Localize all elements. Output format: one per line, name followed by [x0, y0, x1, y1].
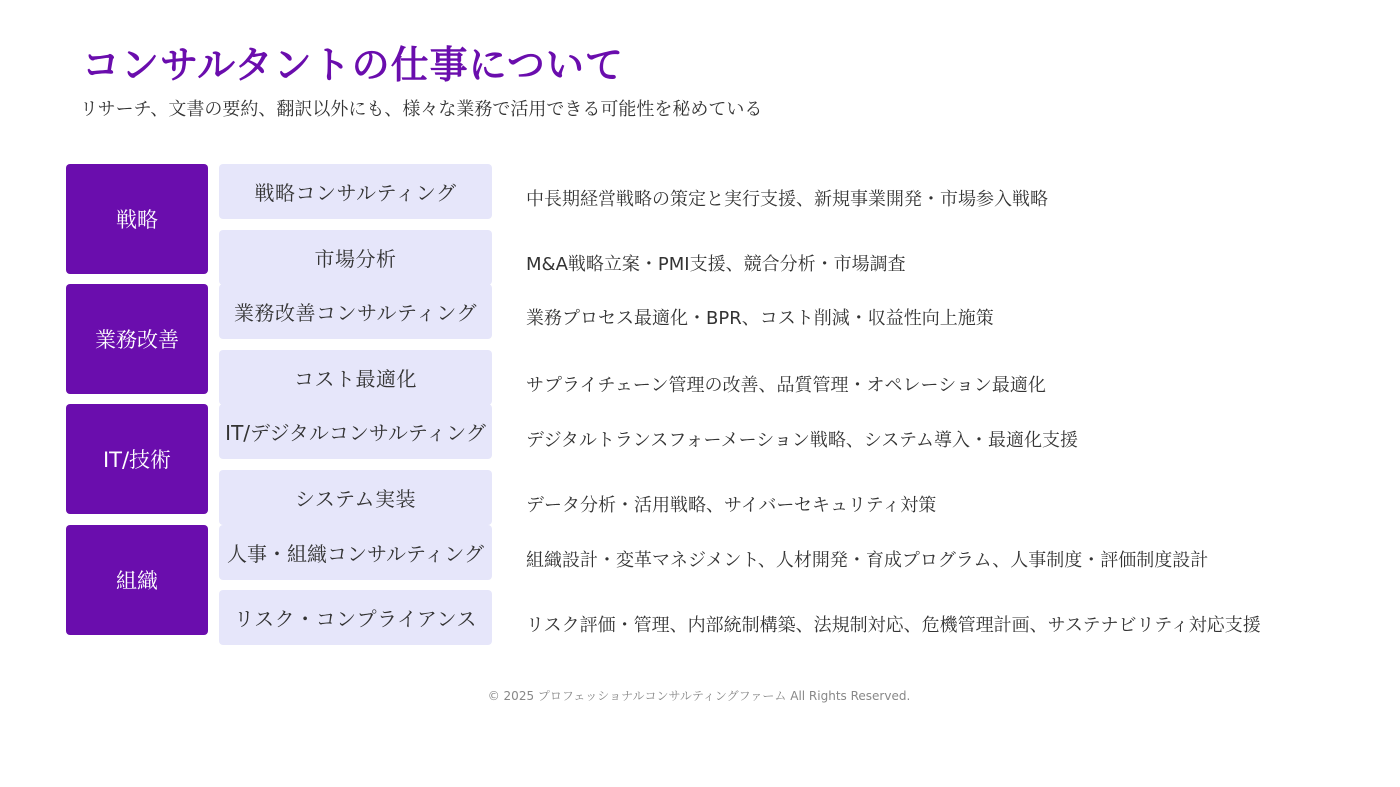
description-market-analysis: M&A戦略立案・PMI支援、競合分析・市場調査	[526, 254, 906, 275]
category-strategy: 戦略	[66, 164, 208, 274]
description-strategy-consulting: 中長期経営戦略の策定と実行支援、新規事業開発・市場参入戦略	[526, 189, 1048, 210]
category-it: IT/技術	[66, 404, 208, 514]
page-subtitle: リサーチ、文書の要約、翻訳以外にも、様々な業務で活用できる可能性を秘めている	[80, 99, 763, 120]
service-operations-consulting: 業務改善コンサルティング	[219, 284, 492, 339]
service-hr-org-consulting: 人事・組織コンサルティング	[219, 525, 492, 580]
description-cost-optimization: サプライチェーン管理の改善、品質管理・オペレーション最適化	[526, 375, 1046, 396]
description-hr-org-consulting: 組織設計・変革マネジメント、人材開発・育成プログラム、人事制度・評価制度設計	[526, 550, 1209, 571]
category-operations: 業務改善	[66, 284, 208, 394]
service-system-implementation: システム実装	[219, 470, 492, 525]
service-cost-optimization: コスト最適化	[219, 350, 492, 405]
description-risk-compliance: リスク評価・管理、内部統制構築、法規制対応、危機管理計画、サステナビリティ対応支援	[526, 615, 1261, 636]
service-strategy-consulting: 戦略コンサルティング	[219, 164, 492, 219]
service-market-analysis: 市場分析	[219, 230, 492, 285]
description-it-digital-consulting: デジタルトランスフォーメーション戦略、システム導入・最適化支援	[526, 430, 1079, 451]
service-risk-compliance: リスク・コンプライアンス	[219, 590, 492, 645]
description-system-implementation: データ分析・活用戦略、サイバーセキュリティ対策	[526, 495, 937, 516]
category-organization: 組織	[66, 525, 208, 635]
description-operations-consulting: 業務プロセス最適化・BPR、コスト削減・収益性向上施策	[526, 308, 994, 329]
service-it-digital-consulting: IT/デジタルコンサルティング	[219, 404, 492, 459]
page-title: コンサルタントの仕事について	[82, 43, 624, 87]
footer-copyright: © 2025 プロフェッショナルコンサルティングファーム All Rights Reserved.	[487, 689, 911, 703]
